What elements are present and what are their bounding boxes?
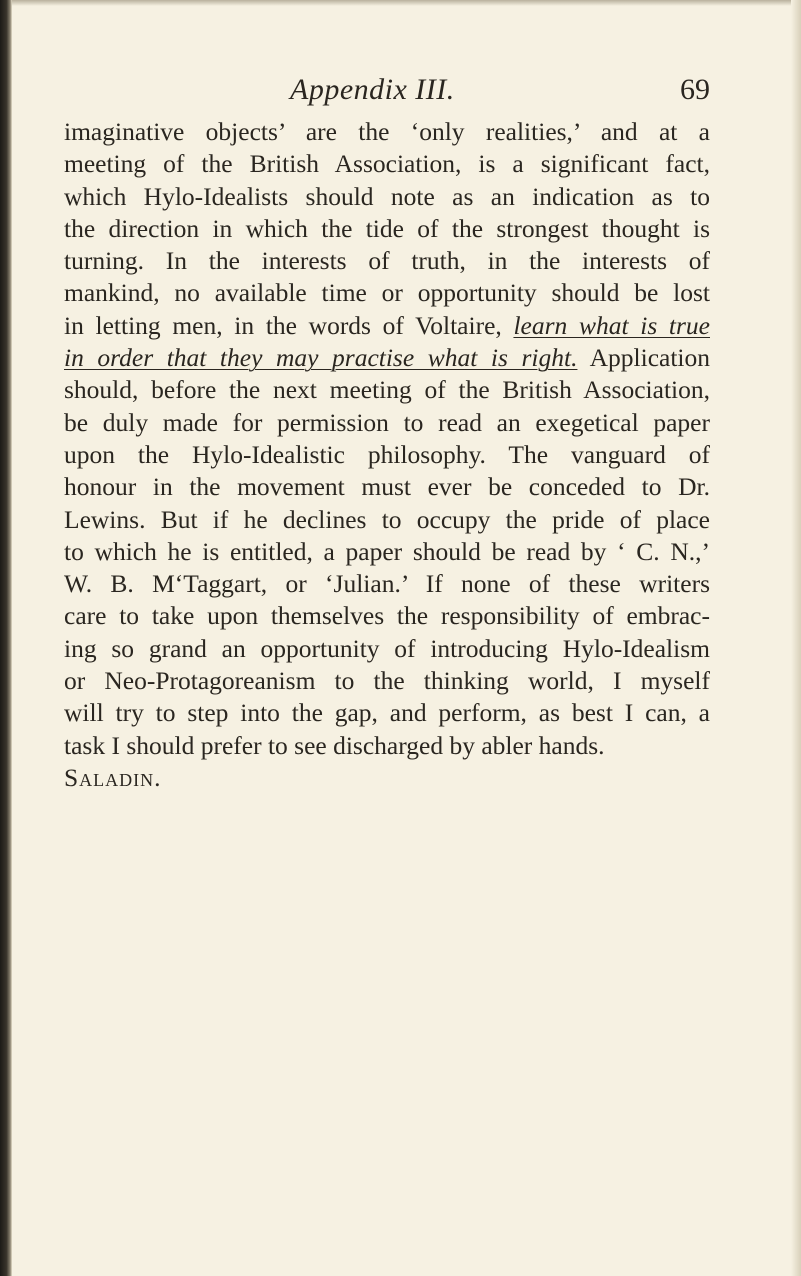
italic-quote-part-2: in order that they may practise what is right.: [64, 343, 578, 373]
page-top-edge: [12, 0, 801, 6]
text-line: honour in the movement must ever be conceded to Dr.: [64, 472, 710, 502]
text-line: [64, 310, 710, 342]
text-line: be duly made for permission to read an exegetical paper: [64, 407, 710, 437]
text-line: will try to step into the gap, and perform, as best I can, a: [64, 698, 710, 728]
text-line: ing so grand an opportunity of introducing Hylo-Idealism: [64, 633, 710, 663]
text-line: to which he is entitled, a paper should be read by ‘ C. N.,’: [64, 536, 710, 566]
text-line: should, before the next meeting of the British Association,: [64, 375, 710, 405]
text-line: or Neo-Protagoreanism to the thinking world, I myself: [64, 666, 710, 696]
book-spine-shadow: [0, 0, 12, 1276]
signature: Saladin.: [64, 762, 162, 792]
italic-quote-part-1: learn what is true: [513, 310, 710, 340]
text-segment: in letting men, in the words of Voltaire,: [64, 310, 502, 340]
text-line: [64, 342, 710, 374]
text-line: mankind, no available time or opportunity should be lost: [64, 278, 710, 308]
text-line: turning. In the interests of truth, in the interests of: [64, 246, 710, 276]
text-segment: Application: [589, 343, 711, 373]
text-line: meeting of the British Association, is a significant fact,: [64, 149, 710, 179]
text-line: imaginative objects’ are the ‘only realities,’ and at a: [64, 117, 710, 146]
text-line: W. B. M‘Taggart, or ‘Julian.’ If none of these writers: [64, 569, 710, 599]
text-line: upon the Hylo-Idealistic philosophy. The vanguard of: [64, 439, 710, 469]
text-line: care to take upon themselves the responsibility of embrac-: [64, 601, 710, 631]
text-line: Lewins. But if he declines to occupy the pride of place: [64, 504, 710, 534]
page-number: 69: [680, 73, 710, 106]
text-line: the direction in which the tide of the strongest thought is: [64, 213, 710, 243]
page-right-edge: [791, 0, 801, 1276]
text-line: task I should prefer to see discharged by abler hands.: [64, 730, 605, 760]
page-header: [290, 73, 710, 117]
body-text: [64, 116, 710, 794]
running-head: Appendix III.: [290, 73, 455, 106]
text-line: which Hylo-Idealists should note as an indication as to: [64, 181, 710, 211]
